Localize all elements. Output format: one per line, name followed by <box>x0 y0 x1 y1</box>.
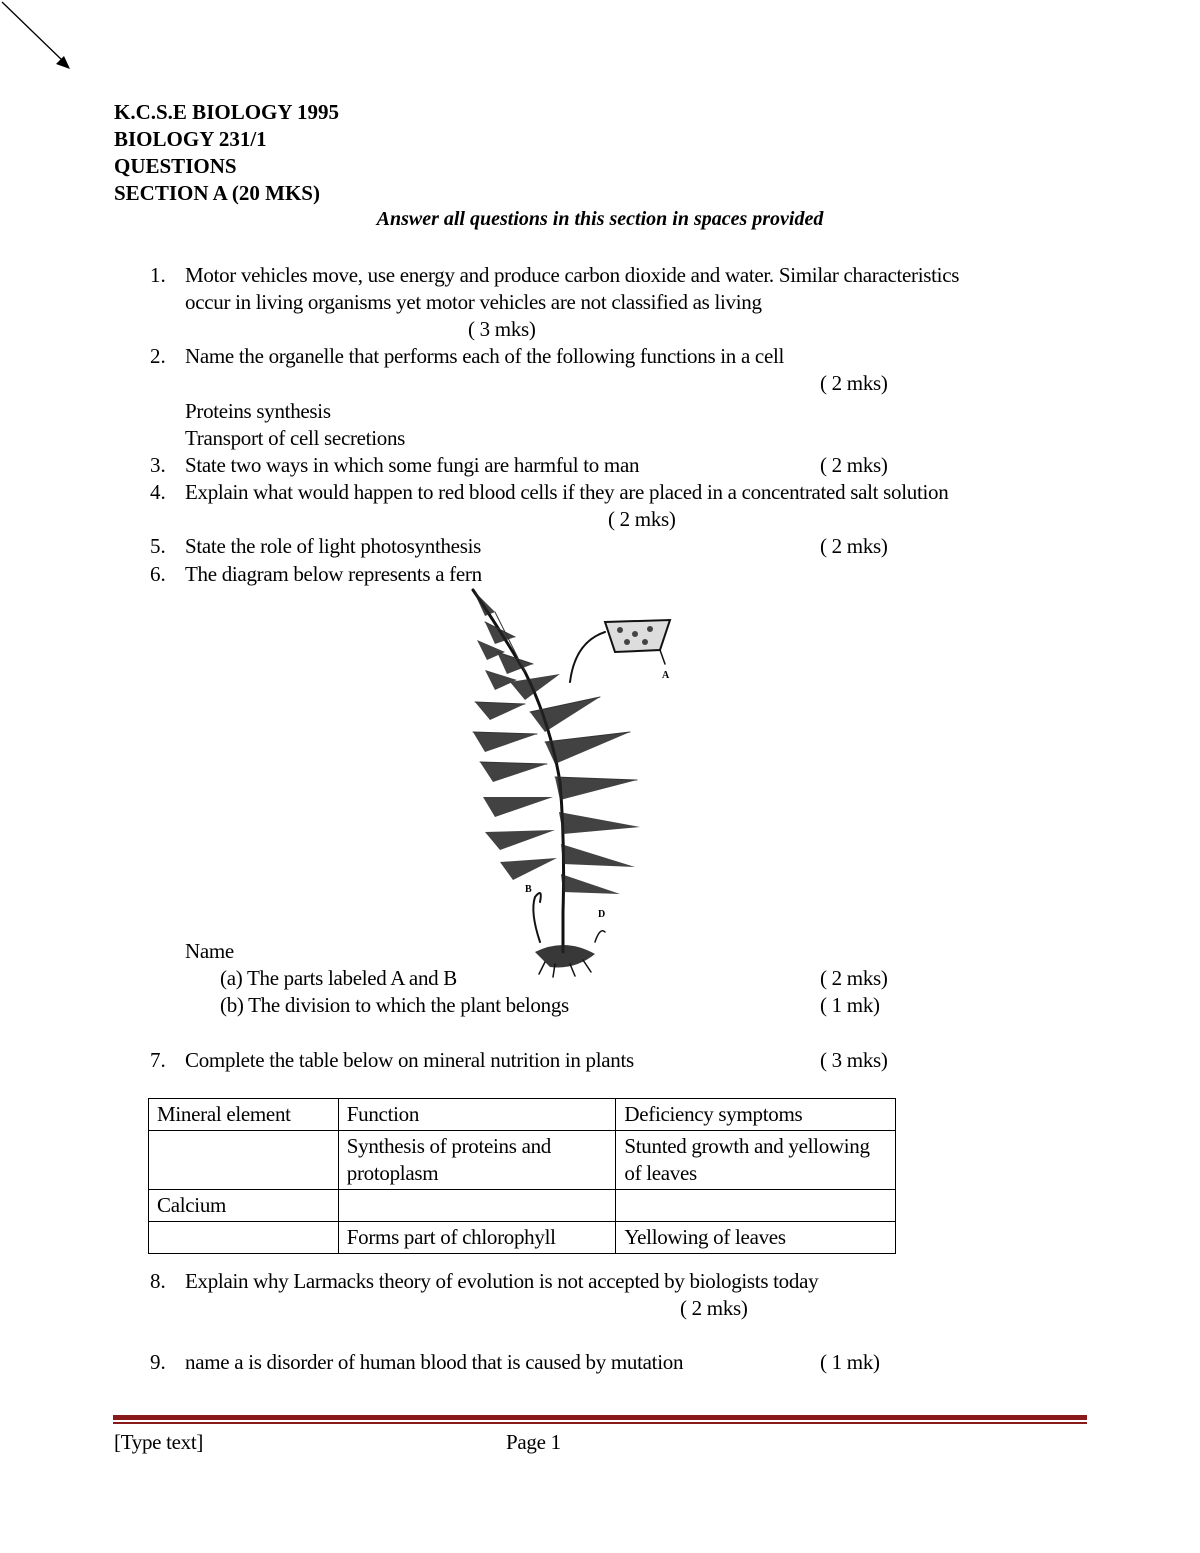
table-cell[interactable] <box>338 1190 616 1222</box>
question-text: Complete the table below on mineral nutrition in plants <box>185 1048 634 1072</box>
label-d: D <box>598 909 606 920</box>
arrow-icon <box>0 0 80 80</box>
table-header-row <box>149 1099 896 1131</box>
question-text: Name the organelle that performs each of the following functions in a cell <box>185 344 785 368</box>
label-a: A <box>662 670 670 681</box>
table-cell: Calcium <box>149 1190 339 1222</box>
marks: ( 2 mks) <box>820 966 888 990</box>
marks: ( 1 mk) <box>820 993 880 1017</box>
marks: ( 2 mks) <box>820 371 888 395</box>
marks: ( 1 mk) <box>820 1350 880 1374</box>
question-number: 8. <box>150 1269 166 1293</box>
questions-heading: QUESTIONS <box>114 154 237 178</box>
table-cell: Stunted growth and yellowing of leaves <box>616 1131 896 1190</box>
question-number: 1. <box>150 263 166 287</box>
fern-diagram <box>455 582 695 982</box>
label-b: B <box>525 884 532 895</box>
question-text: occur in living organisms yet motor vehicles are not classified as living <box>185 290 762 314</box>
answer-prompt: Proteins synthesis <box>185 399 331 423</box>
question-number: 7. <box>150 1048 166 1072</box>
mineral-table <box>148 1098 896 1254</box>
table-cell: Synthesis of proteins and protoplasm <box>338 1131 616 1190</box>
marks: ( 2 mks) <box>608 507 676 531</box>
table-header-cell: Mineral element <box>149 1099 339 1131</box>
marks: ( 3 mks) <box>468 317 536 341</box>
marks: ( 3 mks) <box>820 1048 888 1072</box>
name-label: Name <box>185 939 234 963</box>
instruction: Answer all questions in this section in spaces provided <box>376 208 824 230</box>
question-text: Motor vehicles move, use energy and produce carbon dioxide and water. Similar characteristics <box>185 263 960 287</box>
footer-rule <box>113 1422 1087 1424</box>
table-cell[interactable] <box>149 1222 339 1254</box>
paper-code: BIOLOGY 231/1 <box>114 127 267 151</box>
question-text: Explain what would happen to red blood cells if they are placed in a concentrated salt solution <box>185 480 949 504</box>
section-heading: SECTION A (20 MKS) <box>114 181 320 205</box>
table-row <box>149 1222 896 1254</box>
question-number: 9. <box>150 1350 166 1374</box>
question-number: 3. <box>150 453 166 477</box>
page-number: Page 1 <box>506 1430 561 1454</box>
table-cell[interactable] <box>616 1190 896 1222</box>
question-number: 2. <box>150 344 166 368</box>
question-number: 4. <box>150 480 166 504</box>
question-text: The diagram below represents a fern <box>185 562 482 586</box>
marks: ( 2 mks) <box>680 1296 748 1320</box>
table-row <box>149 1131 896 1190</box>
table-header-cell: Function <box>338 1099 616 1131</box>
sub-question: (b) The division to which the plant belongs <box>220 993 569 1017</box>
marks: ( 2 mks) <box>820 453 888 477</box>
question-text: Explain why Larmacks theory of evolution is not accepted by biologists today <box>185 1269 819 1293</box>
table-cell[interactable] <box>149 1131 339 1190</box>
marks: ( 2 mks) <box>820 534 888 558</box>
question-text: State two ways in which some fungi are harmful to man <box>185 453 640 477</box>
answer-prompt: Transport of cell secretions <box>185 426 406 450</box>
table-header-cell: Deficiency symptoms <box>616 1099 896 1131</box>
table-row <box>149 1190 896 1222</box>
exam-title: K.C.S.E BIOLOGY 1995 <box>114 100 340 124</box>
question-text: State the role of light photosynthesis <box>185 534 481 558</box>
footer-rule <box>113 1415 1087 1420</box>
sub-question: (a) The parts labeled A and B <box>220 966 458 990</box>
question-number: 5. <box>150 534 166 558</box>
table-cell: Forms part of chlorophyll <box>338 1222 616 1254</box>
question-number: 6. <box>150 562 166 586</box>
footer-left-text: [Type text] <box>114 1430 204 1454</box>
question-text: name a is disorder of human blood that is caused by mutation <box>185 1350 684 1374</box>
table-cell: Yellowing of leaves <box>616 1222 896 1254</box>
